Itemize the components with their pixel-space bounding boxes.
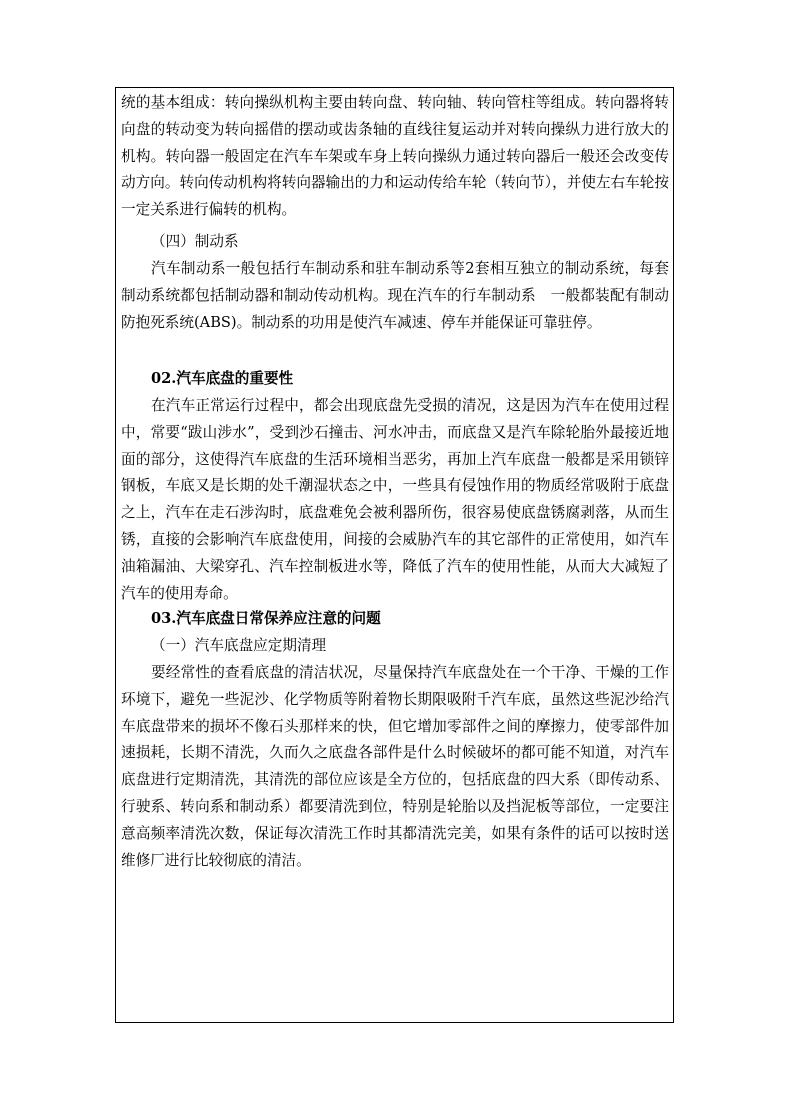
section-02-paragraph: 在汽车正常运行过程中，都会出现底盘先受损的清况，这是因为汽车在使用过程中，常要“跋山涉水”，受到沙石撞击、河水冲击，而底盘又是汽车除轮胎外最接近地面的部分，这使得汽车底盘的生活环境相当恶劣，再加上汽车底盘一般都是采用锁锌钢板，车底又是长期的处千潮湿状态之中，一些具有侵蚀作用的物质经常吸附于底盘之上，汽车在走石涉沟时，底盘难免会被利器所伤，很容易使底盘锈腐剥落，从而生锈，直接的会影响汽车底盘使用，间接的会威胁汽车的其它部件的正常使用，如汽车油箱漏油、大梁穿孔、汽车控制板进水等，降低了汽车的使用性能，从而大大减短了汽车的使用寿命。 <box>121 397 669 602</box>
steering-paragraph: 统的基本组成：转向操纵机构主要由转向盘、转向轴、转向管柱等组成。转向器将转向盘的转动变为转向摇借的摆动或齿条轴的直线往复运动并对转向操纵力进行放大的机构。转向器一般固定在汽车车架或车身上转向操纵力通过转向器后一般还会改变传动方向。转向传动机构将转向器输出的力和运动传给车轮（转向节），并使左右车轮按一定关系进行偏转的机构。 <box>121 94 669 219</box>
section-03-subheading: （一）汽车底盘应定期清理 <box>151 637 327 654</box>
brake-heading: （四）制动系 <box>151 233 239 250</box>
brake-paragraph: 汽车制动系一般包括行车制动系和驻车制动系等2套相互独立的制动系统，每套制动系统都包括制动器和制动传动机构。现在汽车的行车制动系 一般都装配有制动防抱死系统(ABS)。制动系的功用是使汽车减速、停车并能保证可靠驻停。 <box>121 260 669 331</box>
section-02-heading: 02.汽车底盘的重要性 <box>151 370 294 387</box>
section-03-paragraph: 要经常性的查看底盘的清洁状况，尽量保持汽车底盘处在一个干净、干燥的工作环境下，避免一些泥沙、化学物质等附着物长期限吸附千汽车底，虽然这些泥沙给汽车底盘带来的损坏不像石头那样来的快，但它增加零部件之间的摩擦力，使零部件加速损耗，长期不清洗，久而久之底盘各部件是什么时候破坏的都可能不知道，对汽车底盘进行定期清洗，其清洗的部位应该是全方位的，包括底盘的四大系（即传动系、行驶系、转向系和制动系）都要清洗到位，特别是轮胎以及挡泥板等部位，一定要注意高频率清洗次数，保证每次清洗工作时其都清洗完美，如果有条件的话可以按时送维修厂进行比较彻底的清洁。 <box>121 664 669 869</box>
section-03-heading: 03.汽车底盘日常保养应注意的问题 <box>151 610 381 627</box>
